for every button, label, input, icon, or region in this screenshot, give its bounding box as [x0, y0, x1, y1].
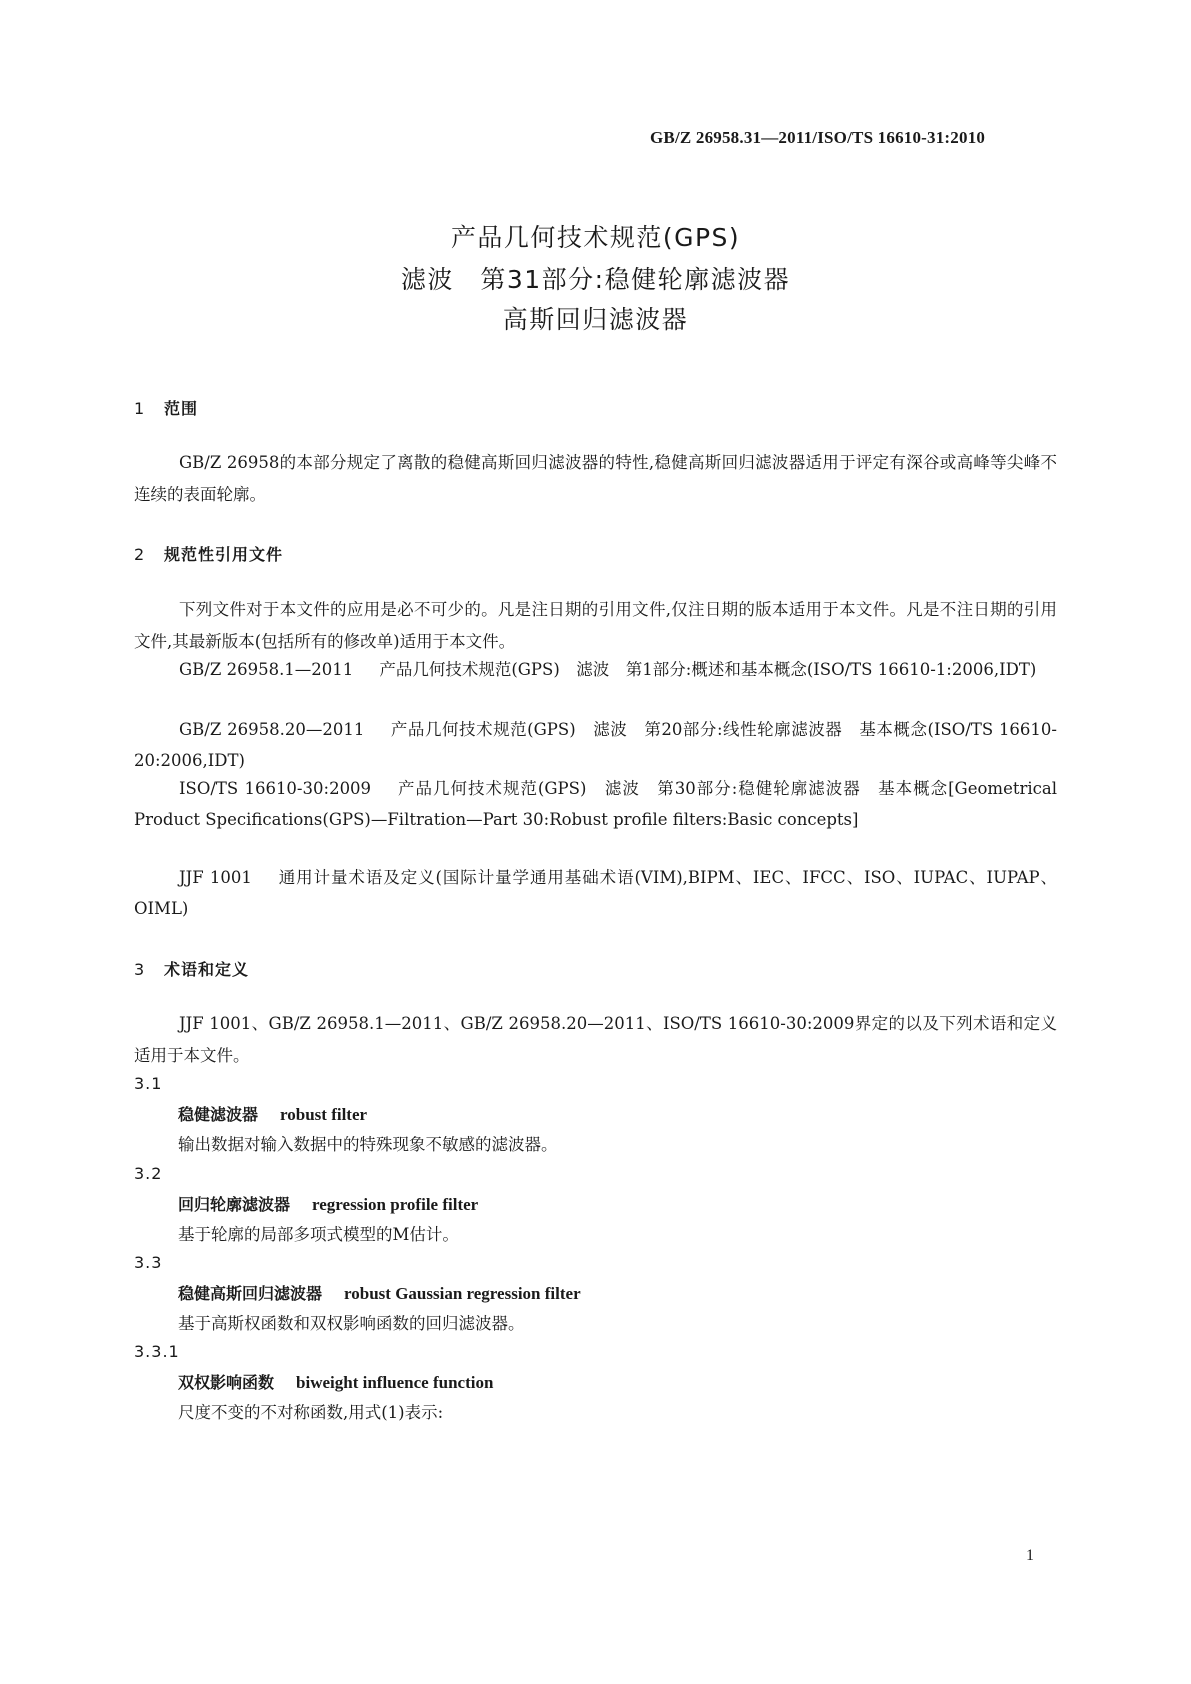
title-line-3: 高斯回归滤波器 — [502, 305, 689, 334]
term-name-zh: 稳健滤波器 — [178, 1105, 259, 1124]
term-number: 3.3.1 — [134, 1342, 180, 1361]
term-name-en: biweight influence function — [296, 1373, 494, 1392]
reference-item — [134, 773, 1057, 835]
term-number: 3.2 — [134, 1164, 163, 1183]
reference-title: 产品几何技术规范(GPS) 滤波 第1部分:概述和基本概念(ISO/TS 16610-1:2006,IDT) — [379, 660, 1037, 679]
section-1-heading — [134, 396, 198, 419]
reference-item — [134, 654, 1057, 685]
section-3-title: 术语和定义 — [164, 960, 250, 979]
term-definition: 输出数据对输入数据中的特殊现象不敏感的滤波器。 — [178, 1135, 558, 1154]
section-1-title: 范围 — [164, 399, 199, 418]
page-number: 1 — [1026, 1547, 1034, 1564]
reference-item — [134, 714, 1057, 776]
section-1-number: 1 — [134, 399, 146, 418]
reference-title: 产品几何技术规范(GPS) 滤波 第20部分:线性轮廓滤波器 基本概念(ISO/TS 16610-20:2006,IDT) — [134, 720, 1058, 770]
term-name-zh: 双权影响函数 — [178, 1373, 275, 1392]
term-name-en: robust filter — [280, 1105, 368, 1124]
term-name — [178, 1281, 581, 1304]
term-name — [178, 1192, 478, 1215]
title-line-1: 产品几何技术规范(GPS) — [450, 223, 741, 252]
reference-code: GB/Z 26958.20—2011 — [179, 720, 365, 739]
term-number: 3.1 — [134, 1074, 163, 1093]
section-3-heading — [134, 957, 249, 980]
standard-code-header: GB/Z 26958.31—2011/ISO/TS 16610-31:2010 — [650, 128, 986, 147]
term-name-zh: 稳健高斯回归滤波器 — [178, 1284, 323, 1303]
section-2-paragraph: 下列文件对于本文件的应用是必不可少的。凡是注日期的引用文件,仅注日期的版本适用于本文件。凡是不注日期的引用文件,其最新版本(包括所有的修改单)适用于本文件。 — [134, 600, 1057, 651]
title-line-2: 滤波 第31部分:稳健轮廓滤波器 — [400, 265, 791, 294]
term-definition: 基于高斯权函数和双权影响函数的回归滤波器。 — [178, 1314, 525, 1333]
term-definition: 基于轮廓的局部多项式模型的M估计。 — [178, 1225, 459, 1244]
section-2-number: 2 — [134, 545, 146, 564]
term-name-en: robust Gaussian regression filter — [344, 1284, 581, 1303]
section-3-paragraph: JJF 1001、GB/Z 26958.1—2011、GB/Z 26958.20—2011、ISO/TS 16610-30:2009界定的以及下列术语和定义适用于本文件。 — [134, 1014, 1057, 1065]
section-3-number: 3 — [134, 960, 146, 979]
section-2-heading — [134, 542, 283, 565]
reference-code: GB/Z 26958.1—2011 — [179, 660, 354, 679]
term-name-zh: 回归轮廓滤波器 — [178, 1195, 291, 1214]
section-2-title: 规范性引用文件 — [164, 545, 284, 564]
term-name-en: regression profile filter — [312, 1195, 479, 1214]
reference-code: JJF 1001 — [179, 868, 252, 887]
term-name — [178, 1102, 367, 1125]
term-number: 3.3 — [134, 1253, 163, 1272]
reference-title: 通用计量术语及定义(国际计量学通用基础术语(VIM),BIPM、IEC、IFCC、ISO、IUPAC、IUPAP、OIML) — [134, 868, 1058, 918]
term-name — [178, 1370, 493, 1393]
reference-title: 产品几何技术规范(GPS) 滤波 第30部分:稳健轮廓滤波器 基本概念[Geometrical Product Specifications(GPS)—Filtration—Part 30:Robust profile filters:Basic concepts] — [134, 779, 1057, 829]
reference-item — [134, 862, 1057, 924]
term-definition: 尺度不变的不对称函数,用式(1)表示: — [178, 1403, 444, 1422]
reference-code: ISO/TS 16610-30:2009 — [179, 779, 372, 798]
section-1-paragraph: GB/Z 26958的本部分规定了离散的稳健高斯回归滤波器的特性,稳健高斯回归滤波器适用于评定有深谷或高峰等尖峰不连续的表面轮廓。 — [134, 453, 1057, 504]
